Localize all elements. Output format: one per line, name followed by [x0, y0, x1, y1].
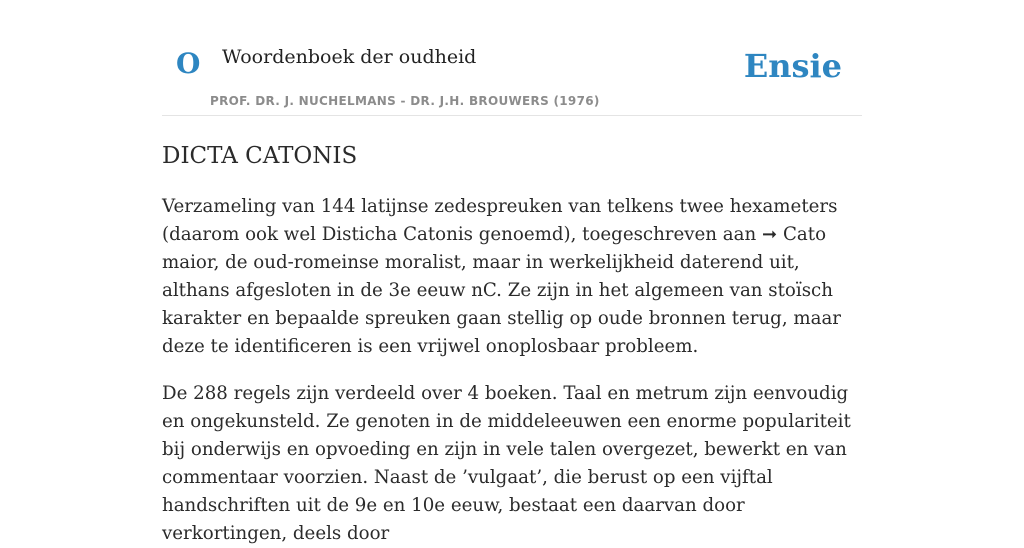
book-authors: PROF. DR. J. NUCHELMANS - DR. J.H. BROUWERS (1976)	[210, 94, 600, 108]
paragraph-1-text-before: Verzameling van 144 latijnse zedespreuken van telkens twee hexameters (daarom ook wel Disticha Catonis genoemd), toegeschreven aan	[162, 195, 838, 245]
cato-maior-link[interactable]: ➞ Cato maior	[162, 223, 827, 273]
entry-title: DICTA CATONIS	[162, 143, 358, 169]
entry-paragraph-2: De 288 regels zijn verdeeld over 4 boeken. Taal en metrum zijn eenvoudig en ongekunsteld. Ze genoten in de middeleeuwen een enorme populariteit bij onderwijs en opvoeding en zijn in vele talen overgezet, bewerkt en van commentaar voorzien. Naast de ’vulgaat’, die berust op een vijftal handschriften uit de 9e en 10e eeuw, bestaat een daarvan door verkortingen, deels door	[162, 382, 851, 544]
index-letter[interactable]: O	[176, 47, 201, 80]
page	[162, 0, 862, 548]
header	[162, 0, 862, 116]
book-title[interactable]: Woordenboek der oudheid	[222, 46, 477, 68]
paragraph-1-text-after: , de oud-romeinse moralist, maar in werkelijkheid daterend uit, althans afgesloten in de 3e eeuw nC. Ze zijn in het algemeen van stoïsch karakter en bepaalde spreuken gaan stellig op oude bronnen terug, maar deze te identificeren is een vrijwel onoplosbaar probleem.	[162, 251, 842, 357]
entry-paragraph-1	[162, 193, 862, 361]
ensie-logo-link[interactable]: Ensie	[743, 47, 842, 85]
